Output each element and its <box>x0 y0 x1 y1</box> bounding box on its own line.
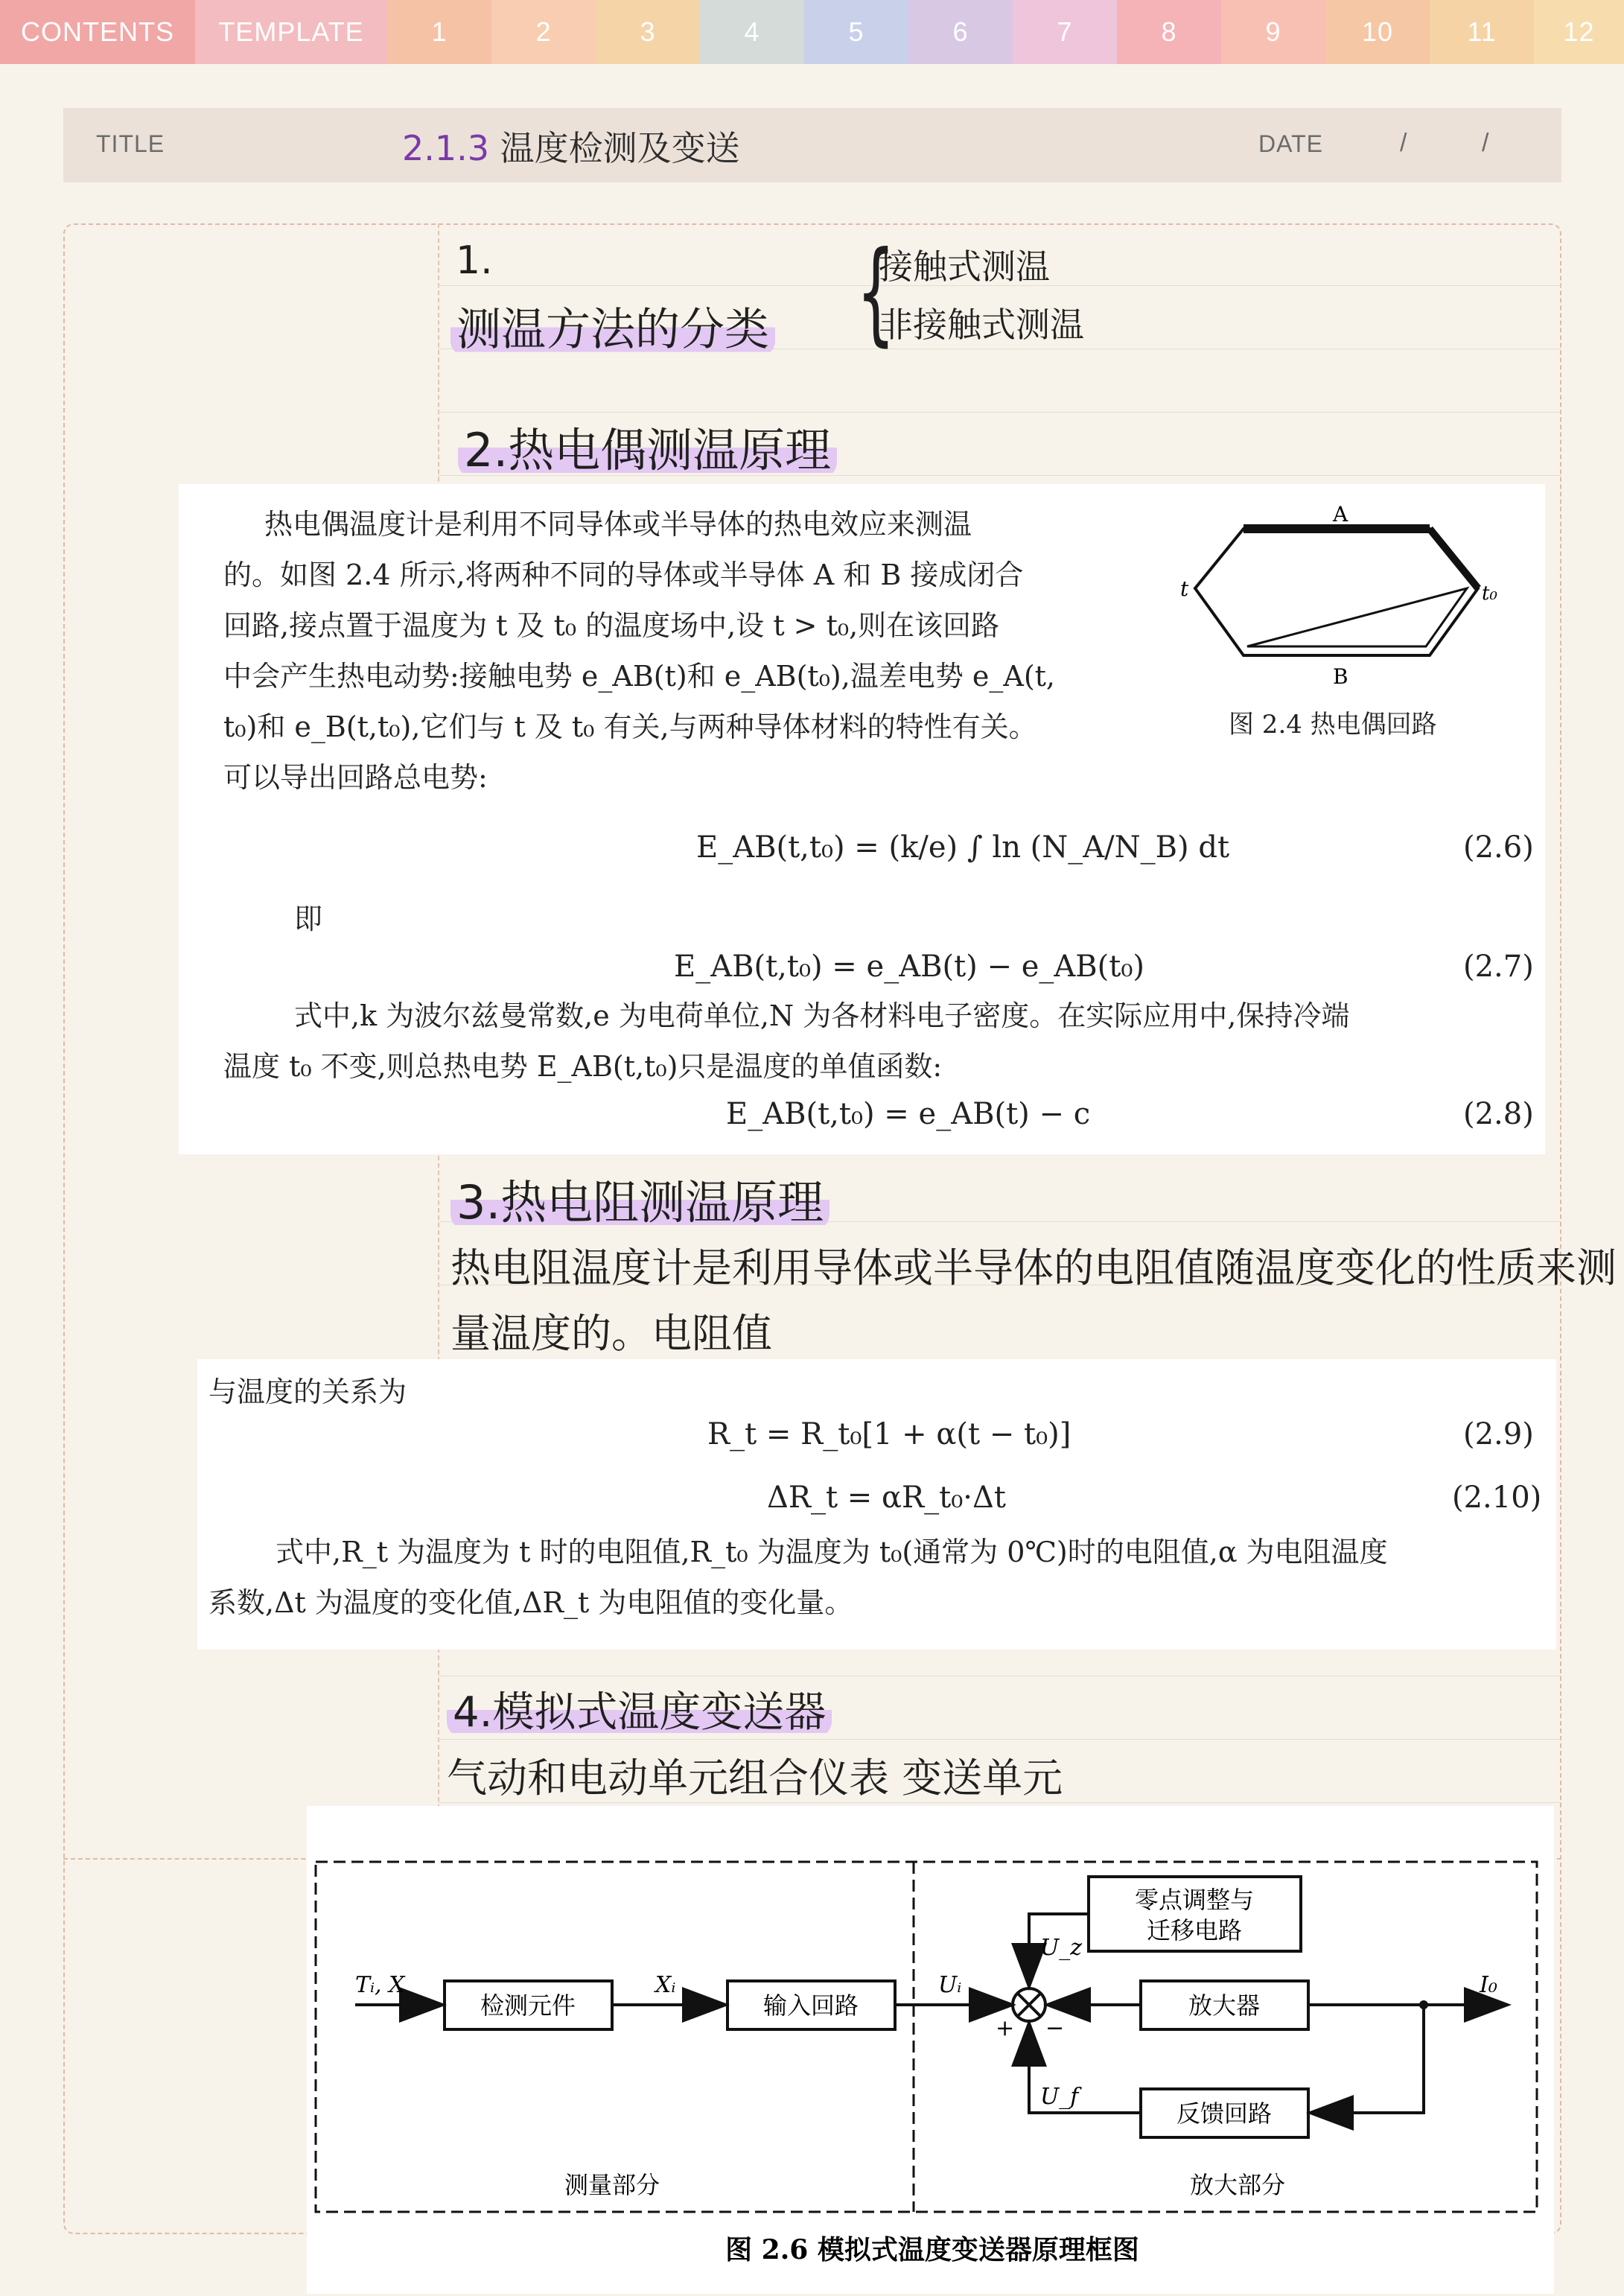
text-line: 系数,Δt 为温度的变化值,ΔR_t 为电阻值的变化量。 <box>208 1586 853 1619</box>
section1-title <box>450 294 775 358</box>
minus-sign: − <box>1045 2015 1065 2041</box>
text-line: 即 <box>294 903 323 935</box>
date-separator: / <box>1400 129 1407 157</box>
equation: E_AB(t,t₀) = e_AB(t) − c <box>726 1097 1091 1131</box>
tab-5[interactable]: 5 <box>804 0 908 64</box>
section1-title-text: 测温方法的分类 <box>450 304 775 356</box>
text-line: 中会产生热电动势:接触电势 e_AB(t)和 e_AB(t₀),温差电势 e_A(t, <box>223 660 1056 693</box>
label-b: B <box>1333 664 1348 689</box>
equation: E_AB(t,t₀) = e_AB(t) − e_AB(t₀) <box>674 950 1144 984</box>
tab-4[interactable]: 4 <box>700 0 804 64</box>
section1-item: 非接触式测温 <box>879 305 1084 345</box>
equation-number: (2.9) <box>1463 1417 1534 1451</box>
title-text: 温度检测及变送 <box>500 128 740 168</box>
equation-number: (2.6) <box>1463 830 1534 865</box>
conductor-b <box>1247 588 1467 646</box>
uf-label: U_f <box>1040 2084 1079 2110</box>
brace-icon: { <box>856 228 896 357</box>
ruled-line <box>438 412 1561 413</box>
section4-title <box>447 1679 832 1739</box>
text-line: 式中,R_t 为温度为 t 时的电阻值,R_t₀ 为温度为 t₀(通常为 0℃)时的电阻值,α 为电阻温度 <box>276 1536 1388 1568</box>
tab-3[interactable]: 3 <box>596 0 700 64</box>
plus-sign: + <box>996 2015 1015 2041</box>
tab-template[interactable]: TEMPLATE <box>195 0 387 64</box>
equation-number: (2.10) <box>1452 1481 1542 1515</box>
diagram-caption: 图 2.6 模拟式温度变送器原理框图 <box>725 2234 1139 2265</box>
xi-label: Xᵢ <box>655 1972 676 1998</box>
text-line: 式中,k 为波尔兹曼常数,e 为电荷单位,N 为各材料电子密度。在实际应用中,保持冷端 <box>294 999 1350 1032</box>
equation: E_AB(t,t₀) = (k/e) ∫ ln (N_A/N_B) dt <box>696 830 1230 865</box>
section3-title <box>450 1166 829 1232</box>
tab-9[interactable]: 9 <box>1221 0 1325 64</box>
tab-12[interactable]: 12 <box>1534 0 1624 64</box>
zero-adjust-label: 迁移电路 <box>1146 1916 1243 1944</box>
section1-number: 1. <box>456 238 493 283</box>
tab-contents[interactable]: CONTENTS <box>0 0 195 64</box>
tab-6[interactable]: 6 <box>908 0 1013 64</box>
label-t0: t₀ <box>1482 582 1497 605</box>
title-number: 2.1.3 <box>402 128 490 168</box>
text-line: 可以导出回路总电势: <box>223 761 488 794</box>
tab-2[interactable]: 2 <box>491 0 596 64</box>
input-loop-label: 输入回路 <box>762 1991 859 2020</box>
thermocouple-excerpt <box>179 484 1545 1154</box>
section1-item: 接触式测温 <box>879 247 1050 287</box>
rtd-excerpt <box>197 1359 1556 1650</box>
title-label: TITLE <box>96 130 165 157</box>
text-line: 回路,接点置于温度为 t 及 t₀ 的温度场中,设 t > t₀,则在该回路 <box>223 609 1000 642</box>
tab-10[interactable]: 10 <box>1325 0 1430 64</box>
amp-part-label: 放大部分 <box>1189 2171 1286 2199</box>
section2-title-text: 2.热电偶测温原理 <box>458 423 837 477</box>
ui-label: Uᵢ <box>938 1972 962 1998</box>
tab-11[interactable]: 11 <box>1430 0 1534 64</box>
transmitter-block-diagram <box>307 1806 1554 2294</box>
text-line: 热电偶温度计是利用不同导体或半导体的热电效应来测温 <box>264 508 972 541</box>
section4-title-text: 4.模拟式温度变送器 <box>447 1688 832 1737</box>
page-title[interactable] <box>402 121 740 171</box>
conductor-a-edge <box>1430 529 1478 588</box>
equation: R_t = R_t₀[1 + α(t − t₀)] <box>707 1417 1071 1451</box>
text-line: 温度 t₀ 不变,则总热电势 E_AB(t,t₀)只是温度的单值函数: <box>223 1050 943 1083</box>
tab-strip <box>0 0 1624 64</box>
section3-text: 热电阻温度计是利用导体或半导体的电阻值随温度变化的性质来测 <box>450 1244 1617 1291</box>
amplifier-label: 放大器 <box>1188 1991 1261 2020</box>
output-label: I₀ <box>1480 1972 1497 1998</box>
ruled-line <box>438 1739 1561 1740</box>
equation: ΔR_t = αR_t₀·Δt <box>767 1481 1006 1515</box>
feedback-label: 反馈回路 <box>1176 2099 1273 2128</box>
section4-text: 气动和电动单元组合仪表 变送单元 <box>447 1755 1063 1801</box>
figure-caption: 图 2.4 热电偶回路 <box>1229 710 1437 740</box>
input-label: Tᵢ, X <box>355 1972 405 1998</box>
equation-number: (2.8) <box>1463 1097 1534 1131</box>
feedback-in-arrow <box>1312 2005 1424 2113</box>
diagram-frame <box>316 1862 1537 2212</box>
measure-part-label: 测量部分 <box>564 2171 660 2199</box>
label-t: t <box>1180 576 1189 601</box>
tab-7[interactable]: 7 <box>1013 0 1117 64</box>
text-line: t₀)和 e_B(t,t₀),它们与 t 及 t₀ 有关,与两种导体材料的特性有关。 <box>223 710 1037 743</box>
transmitter-diagram-sheet <box>307 1806 1554 2294</box>
tab-8[interactable]: 8 <box>1117 0 1221 64</box>
section2-title <box>458 413 837 480</box>
section3-title-text: 3.热电阻测温原理 <box>450 1175 829 1230</box>
date-separator: / <box>1482 129 1489 157</box>
loop-outer <box>1195 529 1478 655</box>
thermocouple-loop-figure <box>1173 499 1500 722</box>
text-line: 的。如图 2.4 所示,将两种不同的导体或半导体 A 和 B 接成闭合 <box>223 559 1024 591</box>
zero-adjust-label: 零点调整与 <box>1134 1886 1255 1914</box>
tab-1[interactable]: 1 <box>387 0 491 64</box>
section3-text: 量温度的。电阻值 <box>450 1310 772 1357</box>
detect-label: 检测元件 <box>480 1991 576 2020</box>
text-line: 与温度的关系为 <box>208 1376 407 1408</box>
title-bar <box>63 108 1561 182</box>
label-a: A <box>1333 502 1348 527</box>
date-label: DATE <box>1258 130 1323 157</box>
uz-label: U_z <box>1040 1935 1083 1961</box>
equation-number: (2.7) <box>1463 950 1534 984</box>
